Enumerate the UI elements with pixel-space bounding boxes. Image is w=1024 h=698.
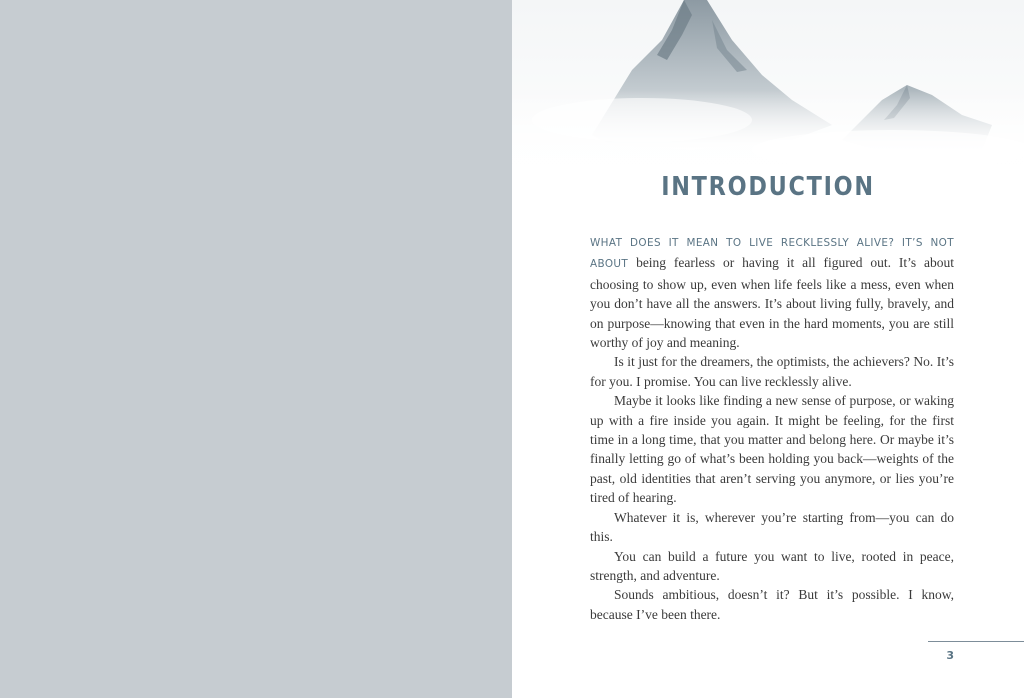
body-text (590, 232, 954, 624)
paragraph-1 (590, 232, 954, 352)
paragraph-1-text: being fearless or having it all figured out. It’s about choosing to show up, even when life feels like a mess, even when you don’t have all the answers. It’s about living fully, bravely, and on purpose—knowing that even in the hard moments, you are still worthy of joy and meaning. (590, 255, 954, 351)
footer-rule (928, 641, 1024, 642)
right-page (512, 0, 1024, 698)
lead-in-smallcaps: WHAT DOES IT MEAN TO LIVE RECKLESSLY ALIVE? IT’S NOT ABOUT (590, 237, 954, 271)
paragraph-3: Maybe it looks like finding a new sense of purpose, or waking up with a fire inside you again. It might be feeling, for the first time in a long time, that you matter and belong here. Or maybe it’s finally letting go of what’s been holding you back—weights of the past, old identities that aren’t serving you anymore, or lies you’re tired of hearing. (590, 393, 954, 506)
mountain-header-image (512, 0, 1024, 200)
paragraph-6: Sounds ambitious, doesn’t it? But it’s possible. I know, because I’ve been there. (590, 587, 954, 622)
paragraph-2: Is it just for the dreamers, the optimists, the achievers? No. It’s for you. I promise. You can live recklessly alive. (590, 354, 954, 389)
chapter-title: INTRODUCTION (661, 172, 875, 202)
paragraph-4: Whatever it is, wherever you’re starting from—you can do this. (590, 509, 954, 545)
page-number: 3 (946, 649, 954, 662)
paragraph-5: You can build a future you want to live, rooted in peace, strength, and adventure. (590, 548, 954, 583)
